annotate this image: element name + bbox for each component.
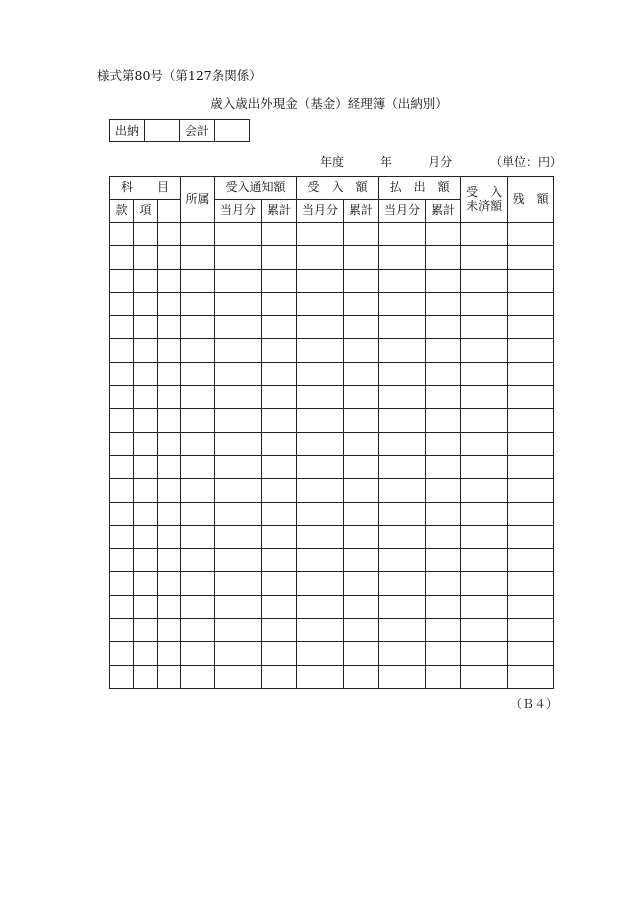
ledger-row [110,246,554,269]
ledger-row [110,269,554,292]
ledger-cell[interactable] [508,455,554,478]
ledger-cell[interactable] [297,665,344,688]
ledger-cell[interactable] [297,339,344,362]
ledger-cell[interactable] [215,525,262,548]
ledger-cell[interactable] [461,619,508,642]
ledger-cell[interactable] [215,549,262,572]
ledger-cell[interactable] [508,386,554,409]
ledger-cell[interactable] [461,223,508,246]
ledger-cell[interactable] [181,316,215,339]
ledger-cell[interactable] [461,572,508,595]
ledger-cell[interactable] [297,549,344,572]
ledger-cell[interactable] [215,386,262,409]
ledger-row [110,432,554,455]
ledger-cell[interactable] [134,386,158,409]
ledger-cell[interactable] [215,409,262,432]
ledger-cell[interactable] [158,619,181,642]
ledger-row [110,455,554,478]
ledger-cell[interactable] [461,409,508,432]
ledger-cell[interactable] [508,339,554,362]
ledger-cell[interactable] [508,432,554,455]
ledger-cell[interactable] [158,409,181,432]
ledger-cell[interactable] [461,292,508,315]
ledger-cell[interactable] [426,409,461,432]
header-uke-tsuchi-ruikei: 累計 [262,200,297,223]
ledger-cell[interactable] [158,642,181,665]
ledger-cell[interactable] [134,479,158,502]
paper-size-label: （Ｂ４） [510,697,559,711]
ledger-cell[interactable] [181,549,215,572]
ledger-cell[interactable] [181,479,215,502]
ledger-cell[interactable] [110,642,134,665]
ledger-cell[interactable] [379,572,426,595]
header-mishu [461,177,508,223]
ledger-cell[interactable] [262,223,297,246]
ledger-cell[interactable] [379,316,426,339]
ledger-cell[interactable] [379,432,426,455]
ledger-cell[interactable] [262,479,297,502]
ledger-cell[interactable] [344,269,379,292]
ledger-cell[interactable] [297,292,344,315]
ledger-cell[interactable] [297,572,344,595]
ledger-cell[interactable] [262,432,297,455]
ledger-cell[interactable] [262,316,297,339]
ledger-cell[interactable] [461,642,508,665]
ledger-cell[interactable] [158,292,181,315]
ledger-cell[interactable] [426,642,461,665]
ledger-cell[interactable] [344,223,379,246]
header-kou: 項 [134,200,158,223]
ledger-cell[interactable] [262,386,297,409]
header-zangaku: 残 額 [508,177,554,223]
ledger-cell[interactable] [461,339,508,362]
ledger-cell[interactable] [379,386,426,409]
ledger-cell[interactable] [134,362,158,385]
ledger-cell[interactable] [262,642,297,665]
ledger-row [110,665,554,688]
ledger-cell[interactable] [215,642,262,665]
header-kamoku: 科 目 [110,177,181,200]
ledger-cell[interactable] [344,549,379,572]
ledger-cell[interactable] [344,619,379,642]
ledger-cell[interactable] [344,479,379,502]
ledger-cell[interactable] [426,665,461,688]
ledger-cell[interactable] [158,246,181,269]
ledger-cell[interactable] [158,269,181,292]
approval-label-suitou: 出納 [110,120,145,142]
ledger-cell[interactable] [461,362,508,385]
ledger-cell[interactable] [110,432,134,455]
ledger-cell[interactable] [262,595,297,618]
ledger-cell[interactable] [297,455,344,478]
ledger-cell[interactable] [181,386,215,409]
ledger-cell[interactable] [181,455,215,478]
ledger-cell[interactable] [110,572,134,595]
ledger-cell[interactable] [508,292,554,315]
ledger-cell[interactable] [110,223,134,246]
ledger-cell[interactable] [426,572,461,595]
ledger-cell[interactable] [379,292,426,315]
header-ukeire-ruikei: 累計 [344,200,379,223]
ledger-cell[interactable] [508,595,554,618]
ledger-cell[interactable] [297,642,344,665]
ledger-cell[interactable] [297,502,344,525]
ledger-cell[interactable] [215,595,262,618]
ledger-row [110,479,554,502]
ledger-cell[interactable] [379,665,426,688]
header-harai-touki: 当月分 [379,200,426,223]
header-kan: 款 [110,200,134,223]
ledger-cell[interactable] [508,409,554,432]
ledger-cell[interactable] [344,362,379,385]
ledger-cell[interactable] [134,525,158,548]
ledger-cell[interactable] [181,665,215,688]
ledger-cell[interactable] [158,339,181,362]
ledger-cell[interactable] [181,525,215,548]
ledger-cell[interactable] [110,246,134,269]
ledger-cell[interactable] [297,479,344,502]
ledger-cell[interactable] [426,502,461,525]
ledger-cell[interactable] [344,292,379,315]
ledger-cell[interactable] [134,269,158,292]
ledger-cell[interactable] [134,316,158,339]
ledger-cell[interactable] [158,525,181,548]
ledger-body [110,223,554,689]
ledger-cell[interactable] [379,409,426,432]
ledger-cell[interactable] [426,549,461,572]
header-uke-tsuchi: 受入通知額 [215,177,297,200]
ledger-cell[interactable] [134,642,158,665]
ledger-cell[interactable] [110,386,134,409]
ledger-cell[interactable] [262,455,297,478]
ledger-cell[interactable] [181,223,215,246]
ledger-cell[interactable] [134,292,158,315]
ledger-cell[interactable] [134,455,158,478]
ledger-cell[interactable] [508,246,554,269]
ledger-cell[interactable] [461,386,508,409]
approval-boxes [109,119,250,142]
ledger-cell[interactable] [215,665,262,688]
ledger-row [110,292,554,315]
ledger-row [110,362,554,385]
header-blank [158,200,181,223]
ledger-cell[interactable] [379,595,426,618]
ledger-cell[interactable] [158,386,181,409]
ledger-cell[interactable] [297,525,344,548]
ledger-row [110,386,554,409]
ledger-cell[interactable] [262,572,297,595]
ledger-cell[interactable] [134,432,158,455]
ledger-cell[interactable] [110,316,134,339]
ledger-cell[interactable] [134,619,158,642]
ledger-cell[interactable] [181,432,215,455]
ledger-cell[interactable] [110,595,134,618]
ledger-cell[interactable] [426,595,461,618]
ledger-row [110,223,554,246]
ledger-cell[interactable] [110,525,134,548]
ledger-cell[interactable] [508,269,554,292]
ledger-cell[interactable] [379,549,426,572]
ledger-cell[interactable] [134,595,158,618]
ledger-cell[interactable] [215,572,262,595]
ledger-cell[interactable] [262,502,297,525]
ledger-cell[interactable] [426,619,461,642]
ledger-cell[interactable] [110,619,134,642]
ledger-cell[interactable] [461,665,508,688]
header-ukeire: 受 入 額 [297,177,379,200]
ledger-cell[interactable] [262,339,297,362]
ledger-cell[interactable] [426,246,461,269]
ledger-cell[interactable] [508,665,554,688]
ledger-cell[interactable] [344,572,379,595]
ledger-cell[interactable] [158,362,181,385]
period-nen-label: 年 [380,155,393,169]
ledger-cell[interactable] [262,525,297,548]
ledger-cell[interactable] [344,409,379,432]
approval-label-kaikei: 会計 [180,120,215,142]
ledger-cell[interactable] [110,409,134,432]
ledger-cell[interactable] [262,292,297,315]
ledger-cell[interactable] [508,642,554,665]
ledger-cell[interactable] [110,292,134,315]
ledger-cell[interactable] [215,223,262,246]
ledger-cell[interactable] [344,455,379,478]
ledger-row [110,619,554,642]
ledger-row [110,549,554,572]
ledger-cell[interactable] [508,525,554,548]
ledger-row [110,502,554,525]
ledger-cell[interactable] [134,246,158,269]
ledger-cell[interactable] [379,339,426,362]
ledger-cell[interactable] [110,502,134,525]
ledger-cell[interactable] [379,362,426,385]
ledger-cell[interactable] [426,292,461,315]
ledger-cell[interactable] [181,246,215,269]
period-month-label: 月分 [428,155,453,169]
ledger-cell[interactable] [262,619,297,642]
period-line [320,153,452,170]
ledger-cell[interactable] [379,502,426,525]
ledger-cell[interactable] [508,549,554,572]
ledger-cell[interactable] [461,455,508,478]
ledger-cell[interactable] [158,223,181,246]
ledger-row [110,339,554,362]
ledger-cell[interactable] [297,246,344,269]
ledger-cell[interactable] [379,223,426,246]
ledger-cell[interactable] [215,362,262,385]
ledger-cell[interactable] [508,502,554,525]
ledger-cell[interactable] [262,409,297,432]
ledger-cell[interactable] [426,339,461,362]
ledger-cell[interactable] [158,455,181,478]
ledger-cell[interactable] [181,339,215,362]
ledger-cell[interactable] [508,619,554,642]
ledger-cell[interactable] [215,455,262,478]
ledger-cell[interactable] [262,549,297,572]
ledger-cell[interactable] [508,479,554,502]
ledger-cell[interactable] [297,223,344,246]
ledger-cell[interactable] [379,619,426,642]
ledger-cell[interactable] [344,525,379,548]
ledger-cell[interactable] [134,223,158,246]
ledger-cell[interactable] [158,432,181,455]
ledger-cell[interactable] [297,362,344,385]
ledger-cell[interactable] [344,246,379,269]
ledger-row [110,409,554,432]
ledger-cell[interactable] [297,409,344,432]
ledger-cell[interactable] [426,362,461,385]
period-year-label: 年度 [320,155,345,169]
ledger-cell[interactable] [344,642,379,665]
ledger-cell[interactable] [426,455,461,478]
ledger-cell[interactable] [426,316,461,339]
ledger-cell[interactable] [181,619,215,642]
ledger-cell[interactable] [215,269,262,292]
ledger-cell[interactable] [158,549,181,572]
ledger-row [110,572,554,595]
ledger-cell[interactable] [134,665,158,688]
ledger-cell[interactable] [379,642,426,665]
document-title: 歳入歳出外現金（基金）経理簿（出納別） [210,96,448,111]
ledger-cell[interactable] [508,572,554,595]
ledger-row [110,525,554,548]
header-ukeire-touki: 当月分 [297,200,344,223]
ledger-cell[interactable] [344,432,379,455]
ledger-cell[interactable] [461,316,508,339]
ledger-cell[interactable] [158,479,181,502]
ledger-cell[interactable] [297,386,344,409]
ledger-cell[interactable] [461,479,508,502]
ledger-cell[interactable] [426,432,461,455]
ledger-cell[interactable] [344,665,379,688]
ledger-cell[interactable] [426,525,461,548]
ledger-table [109,176,554,689]
ledger-cell[interactable] [426,223,461,246]
ledger-cell[interactable] [461,525,508,548]
ledger-row [110,316,554,339]
header-uke-tsuchi-touki: 当月分 [215,200,262,223]
ledger-cell[interactable] [110,362,134,385]
ledger-cell[interactable] [134,339,158,362]
ledger-cell[interactable] [181,502,215,525]
ledger-cell[interactable] [461,432,508,455]
ledger-cell[interactable] [215,246,262,269]
ledger-cell[interactable] [297,595,344,618]
ledger-cell[interactable] [181,362,215,385]
ledger-cell[interactable] [134,409,158,432]
ledger-cell[interactable] [215,339,262,362]
ledger-cell[interactable] [158,665,181,688]
ledger-cell[interactable] [158,572,181,595]
ledger-cell[interactable] [379,246,426,269]
ledger-cell[interactable] [426,269,461,292]
ledger-cell[interactable] [262,362,297,385]
ledger-cell[interactable] [134,572,158,595]
ledger-cell[interactable] [215,316,262,339]
ledger-cell[interactable] [461,502,508,525]
ledger-cell[interactable] [379,269,426,292]
approval-box-kaikei [215,120,250,142]
ledger-cell[interactable] [181,409,215,432]
ledger-cell[interactable] [508,362,554,385]
ledger-cell[interactable] [379,455,426,478]
ledger-cell[interactable] [110,665,134,688]
ledger-cell[interactable] [297,619,344,642]
ledger-cell[interactable] [110,269,134,292]
ledger-cell[interactable] [110,549,134,572]
header-harai: 払 出 額 [379,177,461,200]
ledger-cell[interactable] [181,292,215,315]
ledger-cell[interactable] [344,502,379,525]
header-harai-ruikei: 累計 [426,200,461,223]
ledger-cell[interactable] [379,525,426,548]
unit-label: （単位：円） [490,155,563,169]
ledger-cell[interactable] [134,549,158,572]
ledger-row [110,642,554,665]
ledger-cell[interactable] [215,479,262,502]
ledger-cell[interactable] [297,432,344,455]
ledger-cell[interactable] [158,595,181,618]
header-mishu-line1: 受 入 [466,184,503,199]
ledger-cell[interactable] [344,595,379,618]
ledger-cell[interactable] [262,269,297,292]
ledger-cell[interactable] [110,455,134,478]
ledger-cell[interactable] [461,269,508,292]
ledger-cell[interactable] [344,339,379,362]
ledger-cell[interactable] [215,502,262,525]
ledger-cell[interactable] [181,269,215,292]
ledger-cell[interactable] [379,479,426,502]
ledger-cell[interactable] [181,595,215,618]
ledger-row [110,595,554,618]
ledger-cell[interactable] [262,665,297,688]
ledger-cell[interactable] [426,386,461,409]
ledger-cell[interactable] [158,502,181,525]
ledger-cell[interactable] [344,386,379,409]
ledger-cell[interactable] [181,572,215,595]
ledger-cell[interactable] [110,479,134,502]
ledger-cell[interactable] [215,619,262,642]
ledger-cell[interactable] [461,246,508,269]
ledger-cell[interactable] [158,316,181,339]
ledger-cell[interactable] [215,292,262,315]
ledger-cell[interactable] [215,432,262,455]
ledger-cell[interactable] [508,223,554,246]
ledger-cell[interactable] [508,316,554,339]
ledger-cell[interactable] [181,642,215,665]
form-number: 様式第80号（第127条関係） [97,68,262,83]
ledger-cell[interactable] [461,549,508,572]
header-mishu-line2: 未済額 [466,198,503,213]
ledger-cell[interactable] [134,502,158,525]
ledger-cell[interactable] [297,269,344,292]
approval-box-suitou [145,120,180,142]
ledger-cell[interactable] [297,316,344,339]
ledger-cell[interactable] [461,595,508,618]
ledger-cell[interactable] [110,339,134,362]
ledger-cell[interactable] [344,316,379,339]
ledger-cell[interactable] [426,479,461,502]
header-shozoku: 所属 [181,177,215,223]
ledger-cell[interactable] [262,246,297,269]
